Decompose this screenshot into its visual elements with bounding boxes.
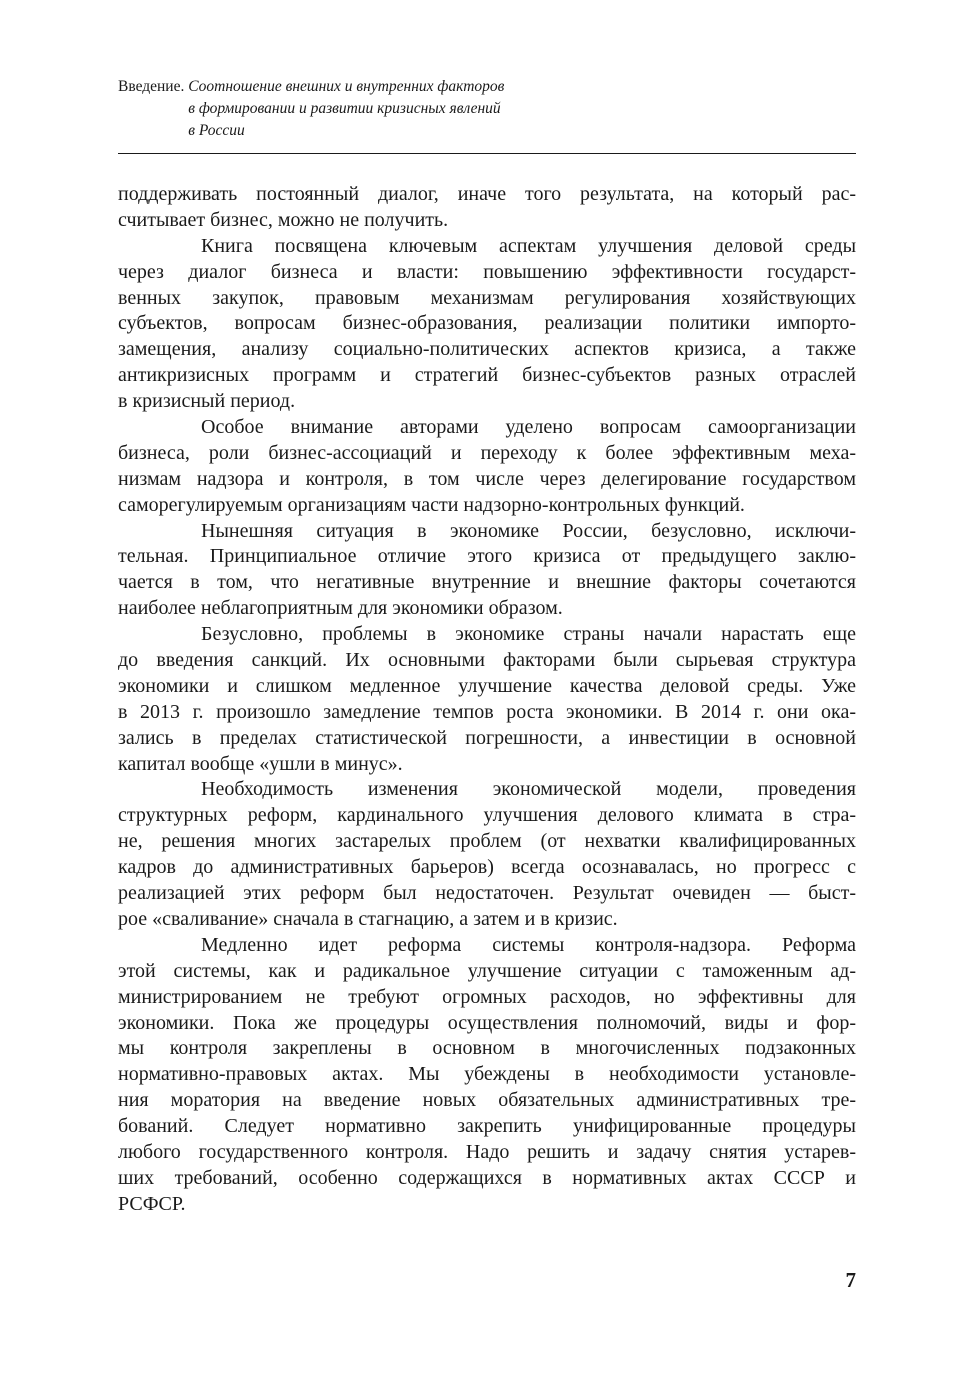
running-header [118,76,858,142]
text-line: Нынешняя ситуация в экономике России, безусловно, исключи- [201,519,856,542]
text-line: экономики. Пока же процедуры осуществления полномочий, виды и фор- [118,1011,856,1034]
page-number: 7 [845,1268,856,1292]
text-line: антикризисных программ и стратегий бизнес-субъектов разных отраслей [118,364,856,387]
paragraph [118,519,856,623]
text-line: министрированием не требуют огромных расходов, но эффективны для [118,985,856,1008]
text-line: структурных реформ, кардинального улучшения делового климата в стра- [118,804,856,827]
text-line: венных закупок, правовым механизмам регулирования хозяйствующих [118,286,856,309]
text-line: в кризисный период. [118,390,296,413]
text-line: РСФСР. [118,1192,186,1215]
text-line: Особое внимание авторами уделено вопросам самоорганизации [201,416,856,439]
text-line: чается в том, что негативные внутренние и внешние факторы сочетаются [118,571,856,594]
text-line: Книга посвящена ключевым аспектам улучшения деловой среды [201,234,856,257]
text-line: рое «сваливание» сначала в стагнацию, а затем и в кризис. [118,907,618,930]
paragraph [118,234,856,415]
text-line: кадров до административных барьеров) всегда осознавалась, но прогресс с [118,856,856,879]
text-line: мы контроля закреплены в основном в многочисленных подзаконных [118,1037,856,1060]
paragraph [118,415,856,519]
text-line: низмам надзора и контроля, в том числе через делегирование государством [118,467,856,490]
text-line: Необходимость изменения экономической модели, проведения [201,778,856,801]
chapter-label: Введение. [118,78,189,95]
paragraph [118,777,856,932]
chapter-title-line: Соотношение внешних и внутренних факторов [188,78,505,95]
running-header-row [118,76,858,142]
text-line: через диалог бизнеса и власти: повышению эффективности государст- [118,260,856,283]
header-divider [118,153,856,154]
chapter-title-line: в формировании и развитии кризисных явлений [188,100,501,117]
text-line: считывает бизнес, можно не получить. [118,208,449,231]
text-line: замещения, анализу социально-политических аспектов кризиса, а также [118,338,856,361]
text-line: экономики и слишком медленное улучшение качества деловой среды. Уже [118,674,856,697]
paragraph [118,933,856,1218]
text-line: до введения санкций. Их основными факторами были сырьевая структура [118,649,856,672]
text-line: в 2013 г. произошло замедление темпов роста экономики. В 2014 г. они ока- [118,700,856,723]
chapter-title [188,76,504,142]
text-line: субъектов, вопросам бизнес-образования, реализации политики импорто- [118,312,856,335]
text-line: не, решения многих застарелых проблем (от нехватки квалифицированных [118,830,856,853]
text-line: бований. Следует нормативно закрепить унифицированные процедуры [118,1115,856,1138]
text-line: капитал вообще «ушли в минус». [118,752,403,775]
chapter-title-line: в России [188,122,245,139]
text-line: тельная. Принципиальное отличие этого кризиса от предыдущего заклю- [118,545,856,568]
text-line: поддерживать постоянный диалог, иначе того результата, на который рас- [118,183,856,205]
text-line: саморегулируемым организациям части надзорно-контрольных функций. [118,493,745,516]
text-line: реализацией этих реформ был недостаточен. Результат очевиден — быст- [118,882,856,905]
text-line: этой системы, как и радикальное улучшение ситуации с таможенным ад- [118,959,856,982]
text-line: ния моратория на введение новых обязательных административных тре- [118,1089,856,1112]
text-line: бизнеса, роли бизнес-ассоциаций и переходу к более эффективным меха- [118,441,856,464]
text-line: зались в пределах статистической погрешности, а инвестиции в основной [118,726,856,749]
text-line: наиболее неблагоприятным для экономики образом. [118,597,563,620]
text-line: нормативно-правовых актах. Мы убеждены в необходимости установле- [118,1063,856,1086]
body-text [118,182,856,1218]
text-line: Медленно идет реформа системы контроля-надзора. Реформа [201,933,856,956]
paragraph [118,182,856,234]
text-line: любого государственного контроля. Надо решить и задачу снятия устарев- [118,1140,856,1163]
paragraph [118,622,856,777]
text-line: Безусловно, проблемы в экономике страны начали нарастать еще [201,623,856,646]
text-line: ших требований, особенно содержащихся в нормативных актах СССР и [118,1166,856,1189]
